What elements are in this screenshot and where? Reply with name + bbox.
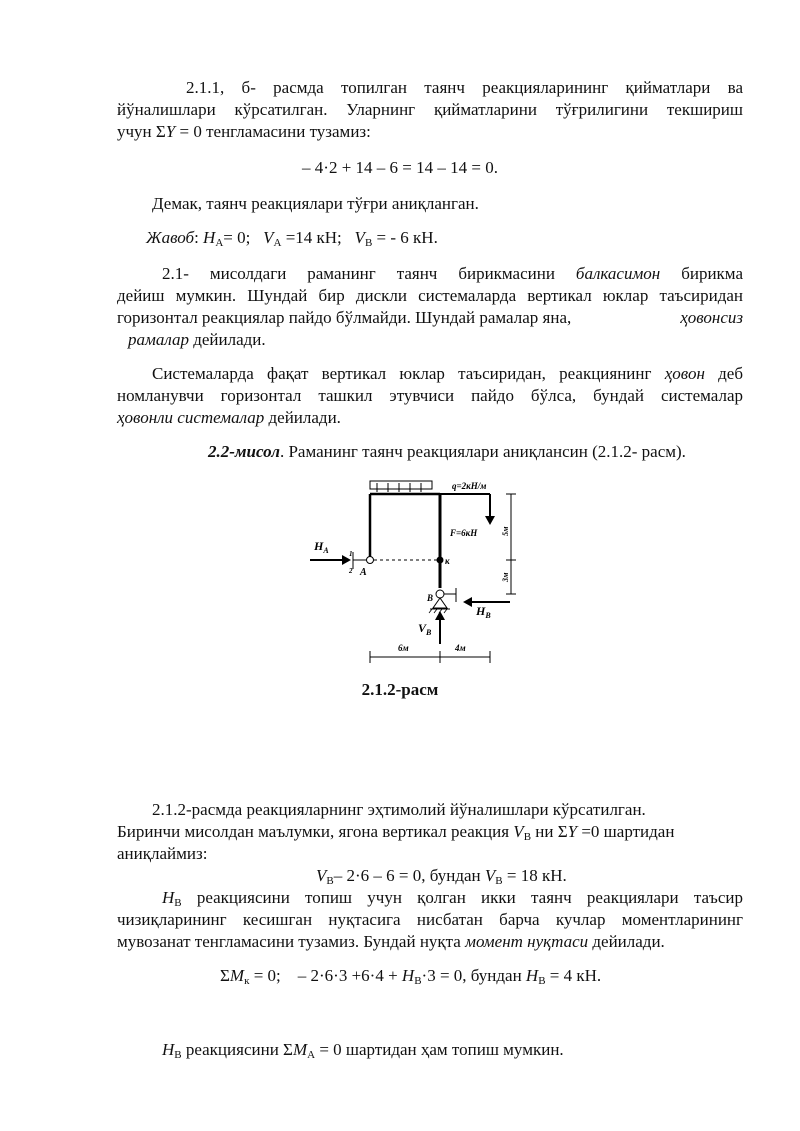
hb-label: $H_B$ xyxy=(476,604,491,620)
force-f-arrow xyxy=(485,516,495,525)
para2-line2: дейиш мумкин. Шундай бир дискли системаларда вертикал юклар таъсиридан xyxy=(117,286,743,305)
support-a xyxy=(367,557,374,564)
force-f-label: F=6кН xyxy=(450,528,478,538)
para3-line3: ҳовонли системалар дейилади. xyxy=(117,408,341,427)
dim-6m-label: 6м xyxy=(398,643,409,653)
distributed-load xyxy=(370,481,432,489)
figure-caption: 2.1.2-расм xyxy=(361,680,439,699)
para4-line1: 2.1.2-расмда реакцияларнинг эҳтимолий йўналишлари кўрсатилган. xyxy=(152,800,646,819)
point-k-label: к xyxy=(445,556,450,566)
support-a-mark-2: 2 xyxy=(349,567,353,575)
support-b-hatch xyxy=(429,609,447,613)
para6-line1: $H_B$ реакциясини $\Sigma M_A = 0$ шартидан ҳам топиш мумкин. xyxy=(162,1040,564,1061)
support-b xyxy=(436,590,444,598)
para2-line4: рамалар дейилади. xyxy=(128,330,266,349)
vb-arrow-head xyxy=(435,611,445,620)
frame-diagram xyxy=(300,472,530,667)
para3-line2: номланувчи горизонтал ташкил этувчиси пайдо бўлса, бундай системалар xyxy=(117,386,743,405)
para5-line3: мувозанат тенгламасини тузамиз. Бундай нуқта момент нуқтаси дейилади. xyxy=(117,932,665,951)
equation-vb: $V_B-$ 2·6 – 6 = 0, бундан $V_B = 18$ кН. xyxy=(316,866,567,887)
distributed-load-arrows xyxy=(377,483,421,492)
equation-check: – 4·2 + 14 – 6 = 14 – 14 = 0. xyxy=(302,158,498,177)
support-a-mark-1: 1 xyxy=(349,550,353,558)
para2-line1: 2.1- мисолдаги раманинг таянч бирикмасини балкасимон бирикма xyxy=(162,264,743,283)
equation-moment: $\Sigma M_к = 0$; – $2\cdot 6\cdot 3 +6\cdot 4 + H_B\cdot 3 = 0$, бундан $H_B = 4$ кН. xyxy=(220,966,602,987)
para4-line2: Биринчи мисолдан маълумки, ягона вертикал реакция $V_B$ ни ΣY =0 шартидан xyxy=(117,822,675,843)
support-b-pin xyxy=(433,598,447,608)
dim-3m-label: 3м xyxy=(501,572,510,582)
ha-label: $H_A$ xyxy=(314,539,329,555)
point-a-label: A xyxy=(360,567,367,578)
q-label: q=2кН/м xyxy=(452,481,487,491)
dim-4m-label: 4м xyxy=(455,643,466,653)
example-heading: 2.2-мисол. Раманинг таянч реакциялари аниқлансин (2.1.2- расм). xyxy=(208,442,686,461)
point-k xyxy=(437,557,444,564)
point-b-label: B xyxy=(427,593,434,603)
para4-line3: аниқлаймиз: xyxy=(117,844,208,863)
para5-line2: чизиқларининг кесишган нуқтасига нисбатан барча кучлар моментларининг xyxy=(117,910,743,929)
answer-line: Жавоб: $H_A= 0$; $V_A =14$ кН; $V_B$ = - 6 кН. xyxy=(146,228,438,249)
para3-line1: Системаларда фақат вертикал юклар таъсиридан, реакциянинг ҳовон деб xyxy=(152,364,743,383)
para1-line2: йўналишлари кўрсатилган. Уларнинг қийматларини тўғрилигини текшириш xyxy=(117,100,743,119)
para5-line1: $H_B$ реакциясини топиш учун қолган икки таянч реакциялари таъсир xyxy=(162,888,743,909)
para1-line3: учун ΣY = 0 тенгламасини тузамиз: xyxy=(117,122,371,141)
vb-label: $V_B$ xyxy=(418,621,432,637)
conclusion-text: Демак, таянч реакциялари тўғри аниқланган. xyxy=(152,194,479,213)
para2-line3: горизонтал реакциялар пайдо бўлмайди. Шундай рамалар яна, ҳовонсиз xyxy=(117,308,743,327)
para1-line1: 2.1.1, б- расмда топилган таянч реакцияларининг қийматлари ва xyxy=(186,78,743,97)
hb-arrow-head xyxy=(463,597,472,607)
dim-5m-label: 5м xyxy=(501,526,510,536)
